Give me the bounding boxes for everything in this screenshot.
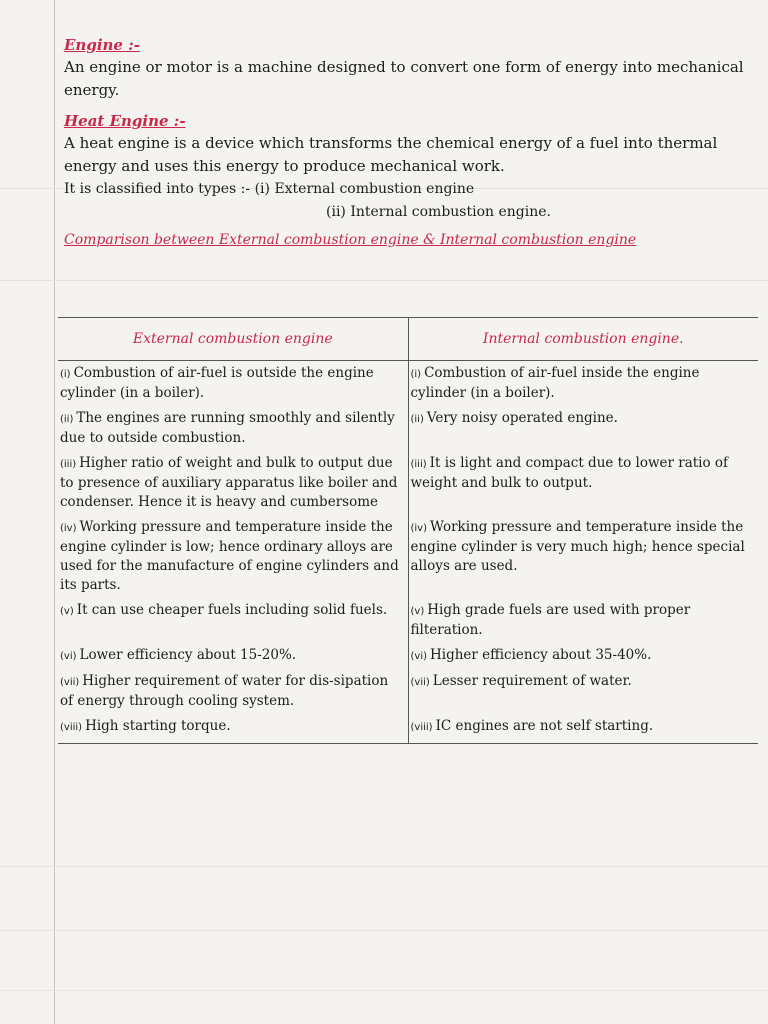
row-number: (iii) xyxy=(410,459,427,470)
external-cell xyxy=(58,669,408,714)
internal-cell xyxy=(408,669,758,714)
ruled-line xyxy=(0,930,768,931)
external-text: Working pressure and temperature inside the engine cylinder is low; hence ordinary alloys are used for the manufacture of engine cylinders and its parts. xyxy=(60,519,399,593)
internal-text: Combustion of air-fuel inside the engine cylinder (in a boiler). xyxy=(410,365,700,401)
external-text: Lower efficiency about 15-20%. xyxy=(79,647,297,663)
external-cell xyxy=(58,598,408,643)
row-number: (ii) xyxy=(410,414,424,425)
row-number: (v) xyxy=(60,606,74,617)
notes-page xyxy=(64,36,764,248)
table-row xyxy=(58,361,758,407)
external-text: Combustion of air-fuel is outside the engine cylinder (in a boiler). xyxy=(60,365,374,401)
row-number: (i) xyxy=(410,369,422,380)
row-number: (viii) xyxy=(410,722,433,733)
heat-engine-definition: A heat engine is a device which transforms the chemical energy of a fuel into thermal energy and uses this energy to produce mechanical work. xyxy=(64,134,718,175)
external-text: High starting torque. xyxy=(85,718,231,734)
comparison-table xyxy=(58,317,758,744)
notebook-margin-line xyxy=(54,0,55,1024)
internal-cell xyxy=(408,515,758,598)
ruled-line xyxy=(0,280,768,281)
engine-types xyxy=(64,178,764,224)
external-text: Higher ratio of weight and bulk to output due to presence of auxiliary apparatus like boiler and condenser. Hence it is heavy and cumbersome xyxy=(60,455,398,510)
internal-cell xyxy=(408,406,758,451)
row-number: (vii) xyxy=(410,677,430,688)
internal-cell xyxy=(408,714,758,744)
table-row xyxy=(58,406,758,451)
external-cell xyxy=(58,515,408,598)
type-internal: (ii) Internal combustion engine. xyxy=(326,204,551,220)
row-number: (viii) xyxy=(60,722,83,733)
table-header-row xyxy=(58,318,758,361)
external-cell xyxy=(58,643,408,669)
ruled-line xyxy=(0,866,768,867)
external-cell xyxy=(58,406,408,451)
internal-text: It is light and compact due to lower ratio of weight and bulk to output. xyxy=(410,455,729,491)
external-text: Higher requirement of water for dis-sipation of energy through cooling system. xyxy=(60,673,389,709)
heat-engine-heading: Heat Engine :- xyxy=(64,112,186,130)
engine-definition: An engine or motor is a machine designed to convert one form of energy into mechanical energy. xyxy=(64,58,744,99)
table-row xyxy=(58,669,758,714)
internal-text: Higher efficiency about 35-40%. xyxy=(430,647,652,663)
row-number: (iii) xyxy=(60,459,77,470)
row-number: (ii) xyxy=(60,414,74,425)
comparison-title: Comparison between External combustion engine & Internal combustion engine xyxy=(64,232,637,248)
internal-cell xyxy=(408,361,758,407)
column-header-external: External combustion engine xyxy=(58,318,408,361)
internal-cell xyxy=(408,451,758,515)
external-cell xyxy=(58,361,408,407)
row-number: (iv) xyxy=(410,523,427,534)
table-row xyxy=(58,515,758,598)
external-cell xyxy=(58,451,408,515)
internal-cell xyxy=(408,598,758,643)
table-row xyxy=(58,714,758,744)
internal-cell xyxy=(408,643,758,669)
row-number: (i) xyxy=(60,369,71,380)
internal-text: High grade fuels are used with proper filteration. xyxy=(410,602,691,638)
internal-text: Lesser requirement of water. xyxy=(432,673,632,689)
type-external: (i) External combustion engine xyxy=(254,181,475,197)
row-number: (vi) xyxy=(60,651,77,662)
engine-heading: Engine :- xyxy=(64,36,140,54)
internal-text: Very noisy operated engine. xyxy=(426,410,618,426)
row-number: (vii) xyxy=(60,677,80,688)
external-text: It can use cheaper fuels including solid fuels. xyxy=(76,602,388,618)
column-header-internal: Internal combustion engine. xyxy=(408,318,758,361)
external-text: The engines are running smoothly and silently due to outside combustion. xyxy=(60,410,395,446)
row-number: (vi) xyxy=(410,651,427,662)
external-cell xyxy=(58,714,408,744)
classified-lead: It is classified into types :- xyxy=(64,181,255,197)
table-row xyxy=(58,451,758,515)
row-number: (v) xyxy=(410,606,425,617)
ruled-line xyxy=(0,990,768,991)
table-row xyxy=(58,598,758,643)
internal-text: Working pressure and temperature inside the engine cylinder is very much high; hence special alloys are used. xyxy=(410,519,745,574)
table-row xyxy=(58,643,758,669)
row-number: (iv) xyxy=(60,523,77,534)
internal-text: IC engines are not self starting. xyxy=(435,718,654,734)
